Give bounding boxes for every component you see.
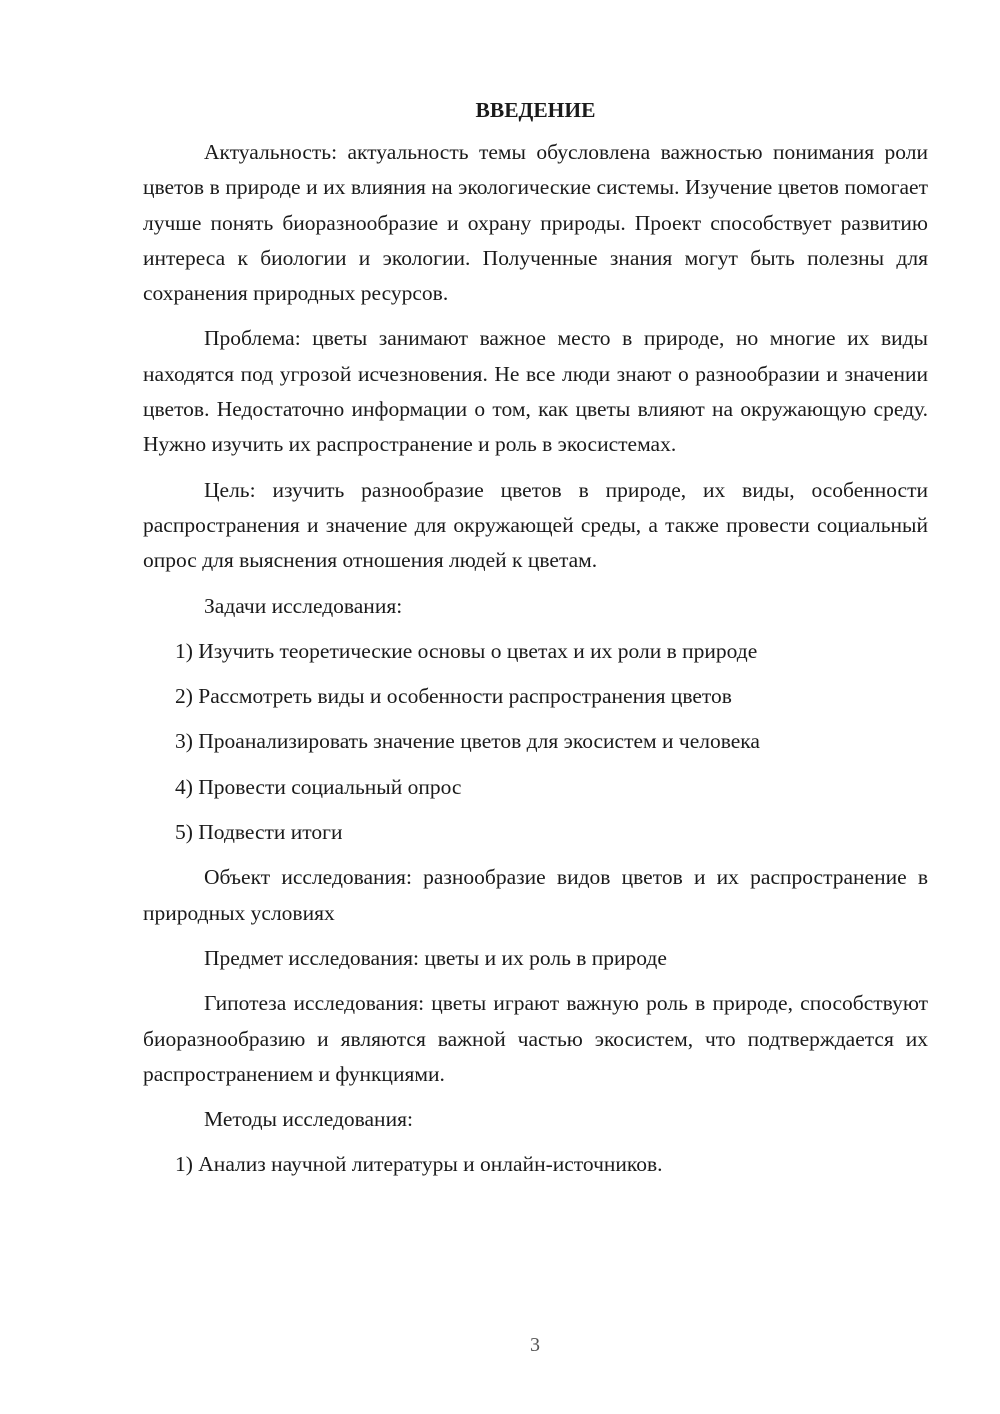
tasks-list [143,634,928,850]
methods-heading: Методы исследования: [204,1107,413,1132]
document-page [143,95,928,1193]
problem-paragraph: Проблема: цветы занимают важное место в природе, но многие их виды находятся под угрозой исчезновения. Не все люди знают о разнообразии и значении цветов. Недостаточно информации о том, как цветы влияют на окружающую среду. Нужно изучить их распространение и роль в экосистемах. [143,326,928,457]
subject-paragraph: Предмет исследования: цветы и их роль в природе [204,945,667,970]
list-item: 5) Подвести итоги [175,820,343,845]
list-item: 1) Анализ научной литературы и онлайн-источников. [175,1152,663,1177]
list-item: 4) Провести социальный опрос [175,774,462,799]
goal-paragraph: Цель: изучить разнообразие цветов в природе, их виды, особенности распространения и значение для окружающей среды, а также провести социальный опрос для выяснения отношения людей к цветам. [143,477,928,573]
methods-list [143,1147,928,1182]
object-paragraph: Объект исследования: разнообразие видов цветов и их распространение в природных условиях [143,865,928,925]
relevance-paragraph: Актуальность: актуальность темы обусловлена важностью понимания роли цветов в природе и их влияния на экологические системы. Изучение цветов помогает лучше понять биоразнообразие и охрану природы. Проект способствует развитию интереса к биологии и экологии. Полученные знания могут быть полезны для сохранения природных ресурсов. [143,140,928,306]
document-title: ВВЕДЕНИЕ [475,98,596,122]
tasks-heading: Задачи исследования: [204,593,403,618]
hypothesis-paragraph: Гипотеза исследования: цветы играют важную роль в природе, способствуют биоразнообразию и являются важной частью экосистем, что подтверждается их распространением и функциями. [143,991,928,1086]
list-item: 2) Рассмотреть виды и особенности распространения цветов [175,684,732,709]
page-number: 3 [530,1334,540,1356]
list-item: 1) Изучить теоретические основы о цветах и их роли в природе [175,638,758,663]
list-item: 3) Проанализировать значение цветов для экосистем и человека [175,729,760,754]
